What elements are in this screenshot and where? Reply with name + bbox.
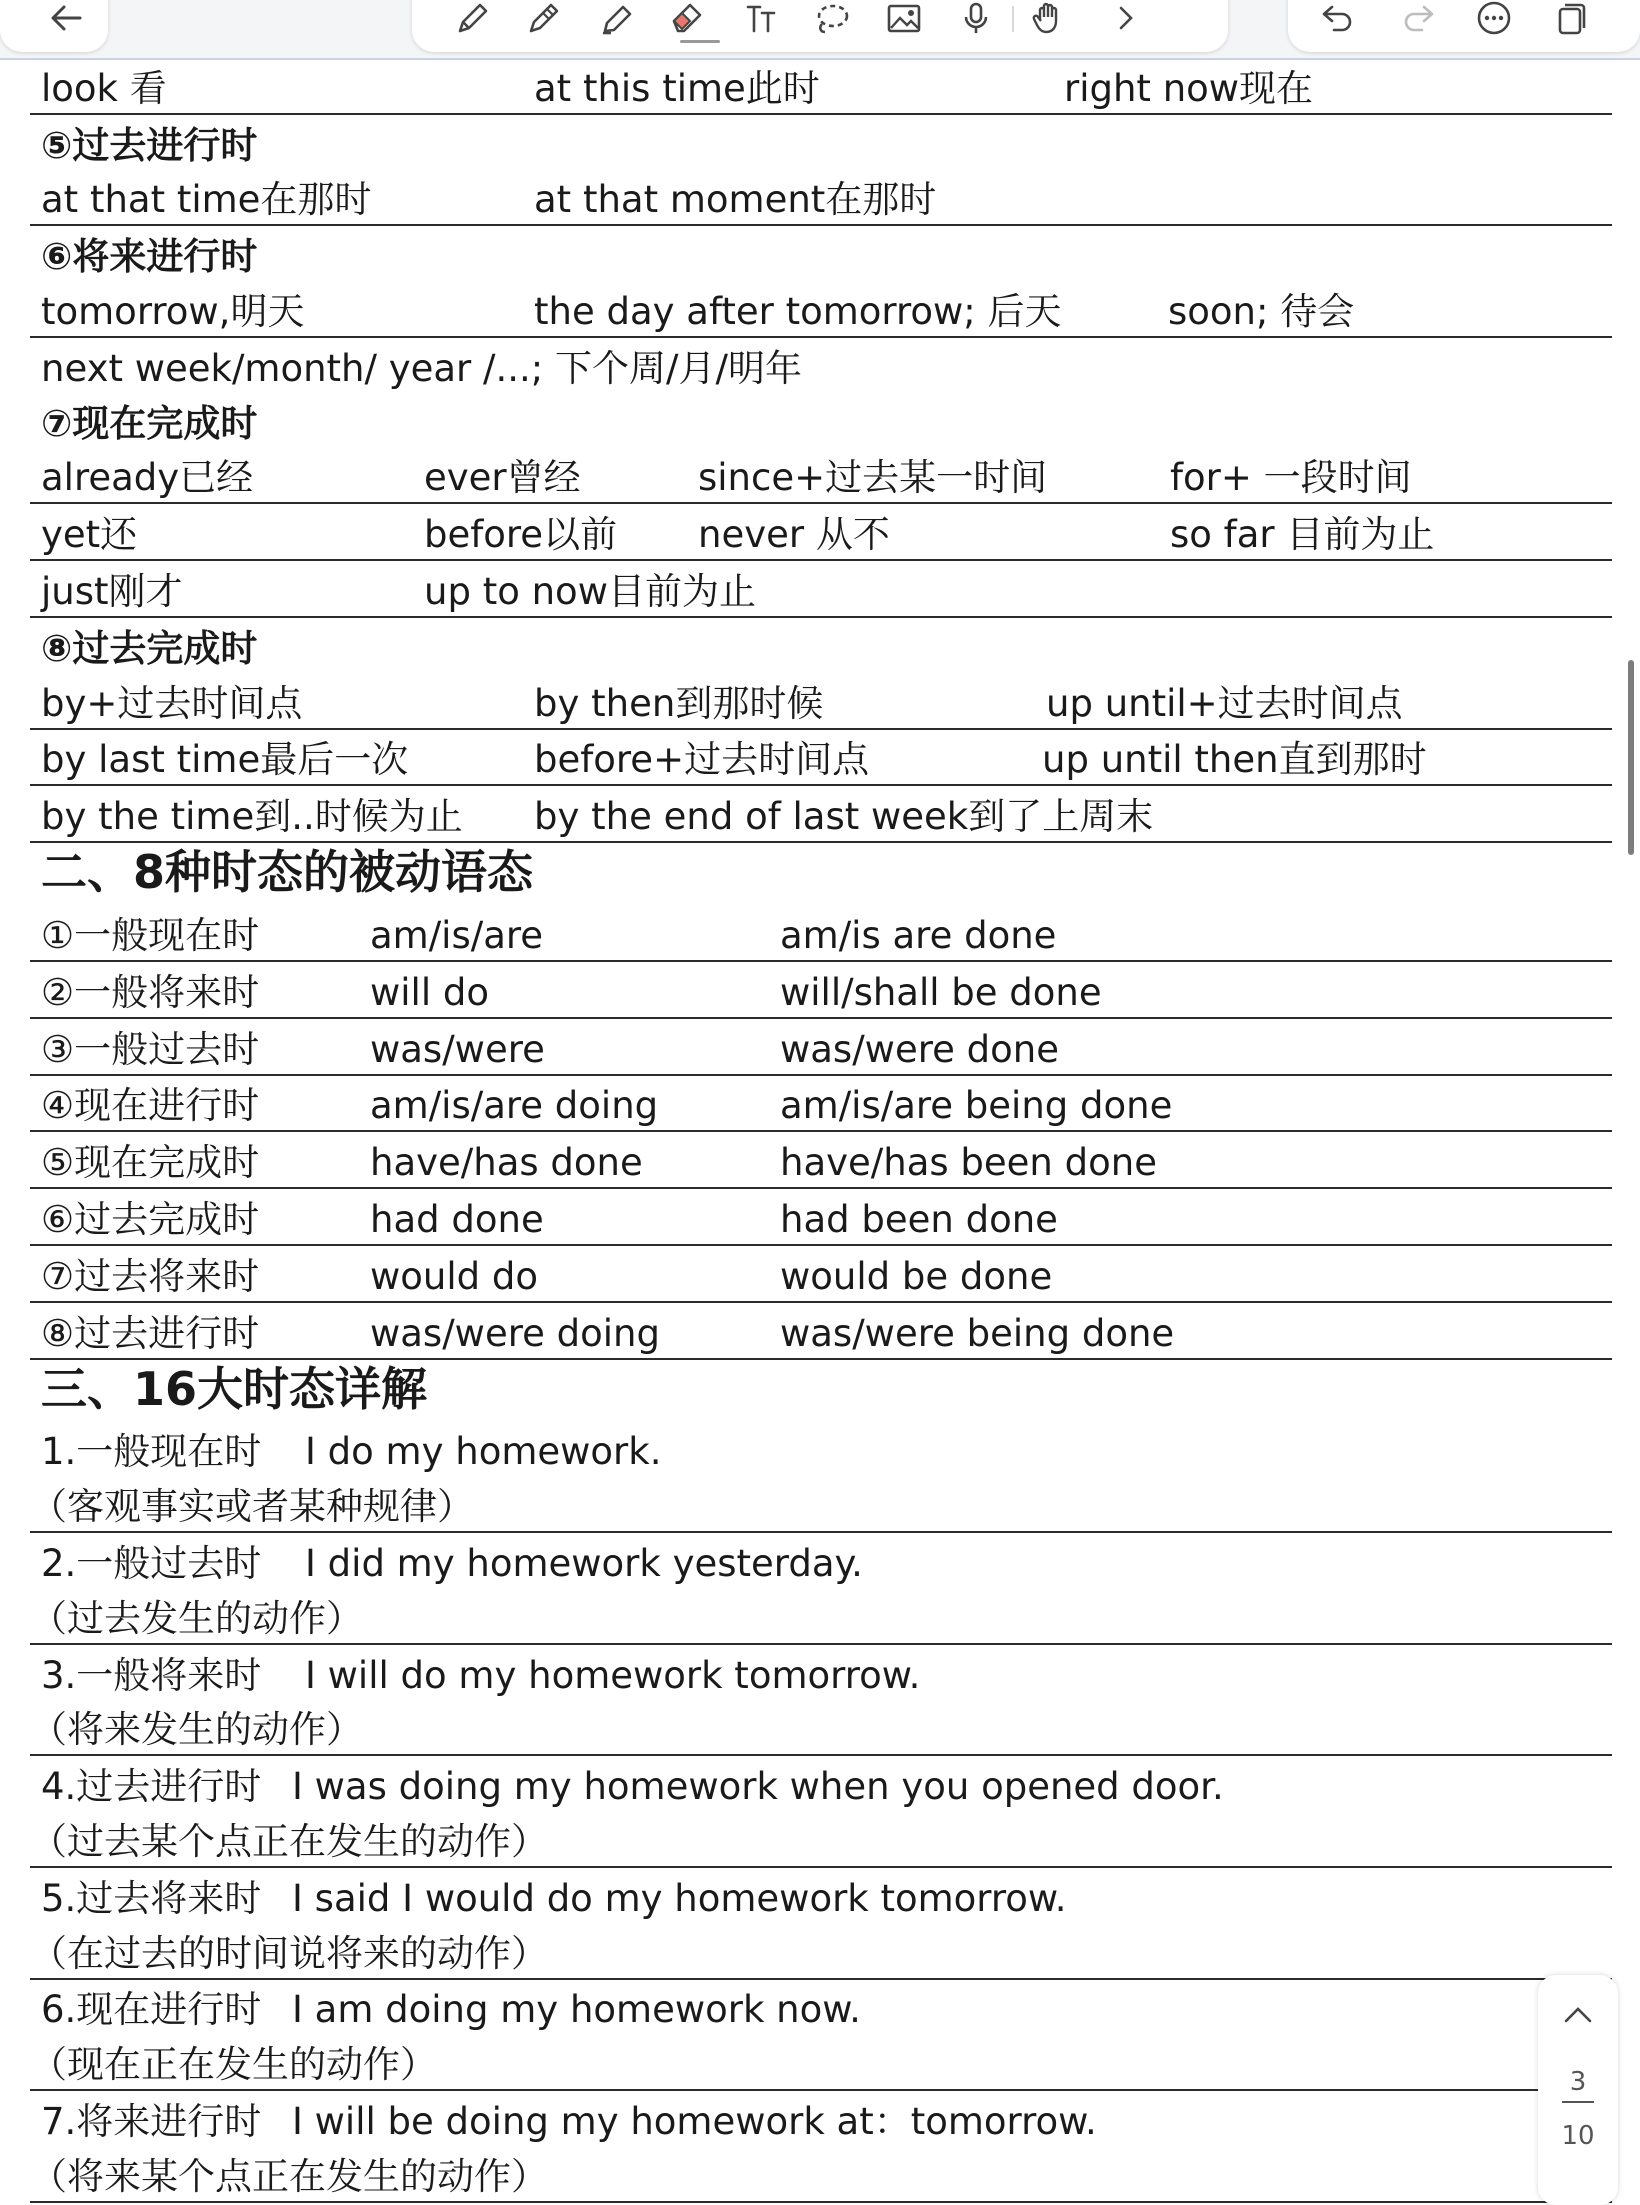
note-cell: up to now目前为止 <box>424 569 756 613</box>
note-cell: before以前 <box>424 513 618 557</box>
tense-description-line <box>30 2146 1612 2203</box>
passive-table-row <box>30 905 1612 962</box>
chevron-up-icon[interactable] <box>1560 2001 1596 2027</box>
note-line <box>30 448 1612 505</box>
pencil-icon[interactable] <box>520 0 568 36</box>
passive-tense-cell: ①一般现在时 <box>41 913 260 957</box>
pen-icon[interactable] <box>448 0 496 36</box>
note-cell: next week/month/ year /...; 下个周/月/明年 <box>41 346 802 390</box>
passive-table-row <box>30 1076 1612 1133</box>
tense-title: 2.一般过去时 <box>41 1541 262 1585</box>
tense-description: （客观事实或者某种规律） <box>30 1485 474 1529</box>
toolbar-divider <box>1012 6 1014 32</box>
note-cell: up until then直到那时 <box>1042 738 1427 782</box>
microphone-icon[interactable] <box>952 0 1000 36</box>
tense-title-line <box>30 1868 1612 1923</box>
note-cell: ever曾经 <box>424 456 581 500</box>
tense-description: （将来发生的动作） <box>30 1708 363 1752</box>
action-pill <box>1288 0 1640 52</box>
passive-passive-cell: was/were done <box>780 1027 1059 1071</box>
tense-title-line <box>30 1533 1612 1588</box>
section-heading <box>30 843 1612 905</box>
passive-passive-cell: was/were being done <box>780 1311 1175 1355</box>
note-cell: by then到那时候 <box>534 681 824 725</box>
note-cell: look 看 <box>41 66 167 110</box>
note-cell: so far 目前为止 <box>1170 513 1435 557</box>
tense-description: （过去发生的动作） <box>30 1596 363 1640</box>
passive-table-row <box>30 1132 1612 1189</box>
tense-description-line <box>30 1923 1612 1980</box>
note-line <box>30 673 1612 730</box>
passive-tense-cell: ③一般过去时 <box>41 1027 260 1071</box>
note-cell: yet还 <box>41 513 138 557</box>
note-line <box>30 504 1612 561</box>
section-heading-text: 三、16大时态详解 <box>41 1361 428 1416</box>
highlighter-icon[interactable] <box>592 0 640 36</box>
undo-icon[interactable] <box>1314 0 1362 36</box>
note-cell: up until+过去时间点 <box>1046 681 1403 725</box>
passive-passive-cell: am/is/are being done <box>780 1084 1173 1128</box>
passive-table-row <box>30 1246 1612 1303</box>
note-cell: at that moment在那时 <box>534 178 937 222</box>
tense-title-line <box>30 1756 1612 1811</box>
passive-table-row <box>30 1303 1612 1360</box>
tense-explanations <box>30 1422 1612 2203</box>
tense-example: I do my homework. <box>305 1430 662 1474</box>
passive-table-row <box>30 962 1612 1019</box>
redo-icon[interactable] <box>1394 0 1442 36</box>
tense-title: 4.过去进行时 <box>41 1765 262 1809</box>
note-page <box>30 58 1612 2203</box>
passive-active-cell: am/is/are doing <box>370 1084 659 1128</box>
subheading-text: ⑦现在完成时 <box>41 401 258 445</box>
passive-tense-cell: ⑧过去进行时 <box>41 1311 260 1355</box>
tense-description-line <box>30 1476 1612 1533</box>
passive-tense-cell: ②一般将来时 <box>41 970 260 1014</box>
tense-example: I was doing my homework when you opened door. <box>292 1765 1224 1809</box>
passive-passive-cell: would be done <box>780 1254 1053 1298</box>
passive-active-cell: was/were <box>370 1027 545 1071</box>
tense-title: 6.现在进行时 <box>41 1988 262 2032</box>
note-cell: by the time到..时候为止 <box>41 795 463 839</box>
tense-title: 1.一般现在时 <box>41 1430 262 1474</box>
subheading <box>30 226 1612 281</box>
back-arrow-icon[interactable] <box>42 0 90 36</box>
tense-description-line <box>30 2034 1612 2091</box>
note-cell: the day after tomorrow; 后天 <box>534 289 1062 333</box>
passive-active-cell: had done <box>370 1197 544 1241</box>
chevron-right-icon[interactable] <box>1102 0 1150 36</box>
passive-tense-cell: ⑦过去将来时 <box>41 1254 260 1298</box>
tense-title-line <box>30 1422 1612 1477</box>
tense-description-line <box>30 1811 1612 1868</box>
note-cell: already已经 <box>41 456 254 500</box>
lasso-icon[interactable] <box>808 0 856 36</box>
pages-icon[interactable] <box>1546 0 1594 36</box>
tense-description: （在过去的时间说将来的动作） <box>30 1931 548 1975</box>
tense-title: 5.过去将来时 <box>41 1876 262 1920</box>
tense-description: （过去某个点正在发生的动作） <box>30 1819 548 1863</box>
note-line <box>30 170 1612 227</box>
note-line <box>30 561 1612 618</box>
tense-example: I will be doing my homework at：tomorrow. <box>292 2099 1097 2143</box>
passive-active-cell: am/is/are <box>370 913 544 957</box>
tense-description: （将来某个点正在发生的动作） <box>30 2154 548 2198</box>
section-heading <box>30 1360 1612 1422</box>
section-heading-text: 二、8种时态的被动语态 <box>41 845 534 900</box>
note-line <box>30 58 1612 115</box>
passive-active-cell: would do <box>370 1254 538 1298</box>
page-fraction-bar <box>1562 2101 1594 2103</box>
note-cell: never 从不 <box>698 513 890 557</box>
scrollbar-thumb[interactable] <box>1628 660 1634 855</box>
passive-passive-cell: am/is are done <box>780 913 1057 957</box>
subheading-text: ⑧过去完成时 <box>41 626 258 670</box>
tense-example: I will do my homework tomorrow. <box>305 1653 921 1697</box>
top-toolbar <box>0 0 1640 60</box>
note-line <box>30 786 1612 843</box>
subheading <box>30 115 1612 170</box>
note-cell: by last time最后一次 <box>41 738 409 782</box>
passive-tense-cell: ⑤现在完成时 <box>41 1141 260 1185</box>
tense-title: 3.一般将来时 <box>41 1653 262 1697</box>
tense-title-line <box>30 2091 1612 2146</box>
tense-description-line <box>30 1588 1612 1645</box>
subheading-text: ⑥将来进行时 <box>41 235 258 279</box>
back-pill <box>0 0 108 52</box>
note-cell: for+ 一段时间 <box>1170 456 1412 500</box>
note-line <box>30 730 1612 787</box>
eraser-icon[interactable] <box>664 0 712 36</box>
tense-description-line <box>30 1700 1612 1757</box>
tense-title: 7.将来进行时 <box>41 2099 262 2143</box>
note-cell: by the end of last week到了上周末 <box>534 795 1154 839</box>
image-icon[interactable] <box>880 0 928 36</box>
note-line <box>30 281 1612 338</box>
subheading <box>30 618 1612 673</box>
passive-voice-table <box>30 905 1612 1359</box>
note-cell: soon; 待会 <box>1168 289 1355 333</box>
tool-pill <box>412 0 1228 52</box>
note-cell: by+过去时间点 <box>41 681 303 725</box>
note-cell: since+过去某一时间 <box>698 456 1048 500</box>
current-page-number: 3 <box>1569 2067 1587 2097</box>
tense-description: （现在正在发生的动作） <box>30 2043 437 2087</box>
page-navigator <box>1538 1975 1618 2205</box>
note-cell: right now现在 <box>1064 66 1314 110</box>
passive-tense-cell: ④现在进行时 <box>41 1084 260 1128</box>
tense-title-line <box>30 1980 1612 2035</box>
passive-active-cell: have/has done <box>370 1141 643 1185</box>
hand-icon[interactable] <box>1026 0 1074 36</box>
text-tool-icon[interactable] <box>736 0 784 36</box>
subheading-text: ⑤过去进行时 <box>41 123 258 167</box>
note-cell: tomorrow,明天 <box>41 289 305 333</box>
note-cell: at that time在那时 <box>41 178 372 222</box>
passive-passive-cell: will/shall be done <box>780 970 1102 1014</box>
note-cell: before+过去时间点 <box>534 738 870 782</box>
note-cell: just刚才 <box>41 569 183 613</box>
passive-passive-cell: have/has been done <box>780 1141 1157 1185</box>
note-line <box>30 338 1612 393</box>
total-page-count: 10 <box>1561 2121 1595 2151</box>
note-cell: at this time此时 <box>534 66 820 110</box>
passive-tense-cell: ⑥过去完成时 <box>41 1197 260 1241</box>
passive-active-cell: was/were doing <box>370 1311 660 1355</box>
tense-example: I did my homework yesterday. <box>305 1541 863 1585</box>
subheading <box>30 393 1612 448</box>
more-icon[interactable] <box>1470 0 1518 36</box>
passive-active-cell: will do <box>370 970 489 1014</box>
tense-example: I said I would do my homework tomorrow. <box>292 1876 1067 1920</box>
tense-example: I am doing my homework now. <box>292 1988 861 2032</box>
active-tool-indicator <box>680 40 720 43</box>
tense-title-line <box>30 1645 1612 1700</box>
passive-table-row <box>30 1019 1612 1076</box>
passive-table-row <box>30 1189 1612 1246</box>
passive-passive-cell: had been done <box>780 1197 1058 1241</box>
